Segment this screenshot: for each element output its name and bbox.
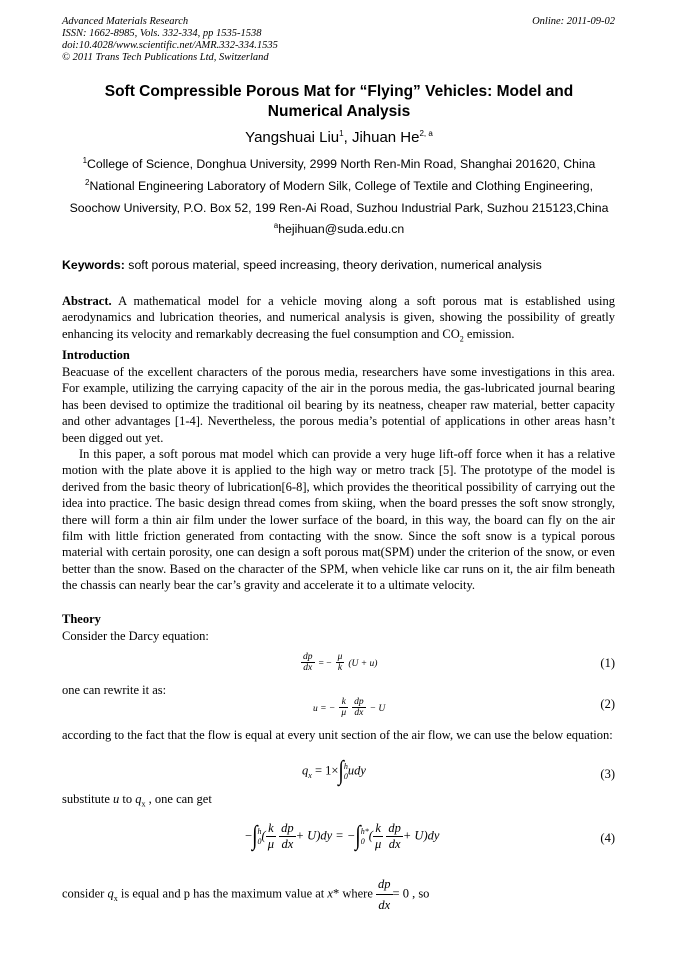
integral-sign: ∫ <box>252 820 258 851</box>
theory-line-4: substitute u to $q_x$ , one can get <box>62 792 212 809</box>
email-text: hejihuan@suda.edu.cn <box>278 222 405 236</box>
theory-line-5: consider $q_x$ is equal and p has the maximum value at x* where $\frac{dp}{dx}$ = 0 , so <box>62 874 615 915</box>
author-separator: , <box>343 129 352 146</box>
theory-line-2: one can rewrite it as: <box>62 683 167 697</box>
equation-4: −∫ h 0 ( $\frac{k}{\mu}$ $\frac{dp}{dx}$ + U)dy = −∫ h* 0 ( $\frac{k}{\mu}$ $\frac{dp}{dx}$ + U)dy <box>245 820 440 851</box>
journal-header <box>62 16 278 64</box>
eq3-tail: udy <box>347 763 366 778</box>
introduction-body <box>62 364 615 594</box>
equation-2-number: (2) <box>600 697 615 711</box>
keywords-text: soft porous material, speed increasing, theory derivation, numerical analysis <box>128 258 542 272</box>
author-list <box>62 129 616 146</box>
eq2-lhs: u = − <box>313 704 336 715</box>
paper-title <box>62 82 616 122</box>
equation-3 <box>302 755 366 786</box>
eq3-limits: h 0 <box>343 761 348 781</box>
eq4-limits-1: h 0 <box>257 826 262 846</box>
eq2-tail: − U <box>369 704 386 715</box>
keywords-line <box>62 258 542 272</box>
eq2-k-over-mu: $\frac{k}{\mu}$ <box>341 697 347 718</box>
line5-dpdx: $\frac{dp}{dx}$ <box>376 874 393 915</box>
intro-paragraph-1: Beacuase of the excellent characters of the porous media, researchers have some investigations in this area. For example, utilizing the carrying capacity of the air in the porous media, the gas-lubricated journal bearing has been devised to optimize the traditional oil bearing by its neatness, cheaper raw material, better capacity and other advantages [1-4]. Nevertheless, the porous media’s potential of applications in other areas hasn’t been digged out yet. <box>62 365 615 445</box>
affiliation-2 <box>62 179 616 193</box>
equation-1 <box>301 652 377 673</box>
eq1-dpdx: $\frac{dp}{dx}$ <box>303 652 313 673</box>
eq3-sub: x <box>308 770 312 780</box>
title-line-1: Soft Compressible Porous Mat for “Flying” Vehicles: Model and <box>104 83 574 100</box>
copyright-line: © 2011 Trans Tech Publications Ltd, Switzerland <box>62 52 269 63</box>
theory-heading: Theory <box>62 612 101 626</box>
intro-paragraph-2: In this paper, a soft porous mat model which can provide a very huge lift-off force when it has a relative motion with the plate above it is applied to the high way or metro track [5]. The prototype of the model is derived from the basic theory of lubrication[6-8], which provides the theoritical possibility of carrying out the idea into practice. The basic design thread comes from skiing, when the board presses the soft snow strongly, there will form a thin air film under the lower surface of the board, in this way, the board can fly on the air film with little friction generated from contacting with the snow. Since the soft snow is a typical porous material with certain porosity, one can design a soft porous mat(SPM) under the criterion of the snow, or even better than the snow. Based on the character of the SPM, when vehicle like car runs on it, the air film beneath the chassis can nearly bear the car’s gravity and accelerate it to a ultimate velocity. <box>62 447 615 593</box>
integral-sign: ∫ <box>355 820 361 851</box>
eq4-mid: + U)dy = − <box>295 828 356 843</box>
eq4-k-over-mu-1: $\frac{k}{\mu}$ <box>267 821 274 851</box>
affiliation-2-line-1: National Engineering Laboratory of Modern Silk, College of Textile and Clothing Engineering, <box>89 179 594 193</box>
eq4-k-over-mu-2: $\frac{k}{\mu}$ <box>374 821 382 851</box>
theory-line-3: according to the fact that the flow is equal at every unit section of the air flow, we can use the below equation: <box>62 728 613 742</box>
eq1-rhs: (U + u) <box>348 659 378 670</box>
equation-1-number: (1) <box>600 656 615 670</box>
eq4-dpdx-1: $\frac{dp}{dx}$ <box>281 821 294 851</box>
eq4-dpdx-2: $\frac{dp}{dx}$ <box>388 821 401 851</box>
equation-2 <box>313 697 385 718</box>
author-1: Yangshuai Liu <box>245 129 340 146</box>
equation-4-number: (4) <box>600 831 615 845</box>
author-2: Jihuan He <box>351 129 420 146</box>
affiliation-2-mark: 2 <box>84 177 90 187</box>
eq4-end: + U)dy <box>402 828 440 843</box>
eq3-mid: = 1× <box>314 763 339 778</box>
issn-line: ISSN: 1662-8985, Vols. 332-334, pp 1535-1538 <box>62 28 262 39</box>
introduction-heading: Introduction <box>62 348 130 362</box>
eq3-q: q <box>302 763 309 778</box>
affiliation-2-cont: Soochow University, P.O. Box 52, 199 Ren-Ai Road, Suzhou Industrial Park, Suzhou 215123,China <box>69 201 609 215</box>
abstract-text-end: emission. <box>463 326 515 341</box>
title-line-2: Numerical Analysis <box>267 103 411 120</box>
abstract <box>62 293 615 348</box>
keywords-label: Keywords: <box>62 258 125 272</box>
eq4-limits-2: h* 0 <box>360 826 369 846</box>
eq1-mu-over-k: $\frac{\mu}{k}$ <box>337 652 343 673</box>
affiliation-1-text: College of Science, Donghua University, 2999 North Ren-Min Road, Shanghai 201620, China <box>87 157 596 171</box>
online-date: Online: 2011-09-02 <box>532 16 615 27</box>
abstract-label: Abstract. <box>62 294 112 308</box>
eq1-equals: = − <box>318 659 332 670</box>
affiliation-1 <box>62 157 616 171</box>
abstract-text: A mathematical model for a vehicle moving along a soft porous mat is established using aerodynamics and lubrication theories, and numerical analysis is given, showing the possibility of greatly enhancing its velocity and remarkably decreasing the fuel consumption and CO <box>62 294 615 341</box>
doi-line: doi:10.4028/www.scientific.net/AMR.332-334.1535 <box>62 40 278 51</box>
journal-name: Advanced Materials Research <box>62 16 189 27</box>
corresponding-email <box>62 222 616 236</box>
email-mark: a <box>273 220 279 230</box>
co2-subscript: 2 <box>459 334 464 344</box>
author-2-affil-mark: 2, a <box>419 129 433 138</box>
affiliation-1-mark: 1 <box>82 155 88 165</box>
author-1-affil-mark: 1 <box>339 129 344 138</box>
eq2-dpdx: $\frac{dp}{dx}$ <box>354 697 364 718</box>
integral-sign: ∫ <box>338 755 344 786</box>
theory-line-1: Consider the Darcy equation: <box>62 629 209 643</box>
equation-3-number: (3) <box>600 767 615 781</box>
eq4-minus: − <box>245 828 253 843</box>
